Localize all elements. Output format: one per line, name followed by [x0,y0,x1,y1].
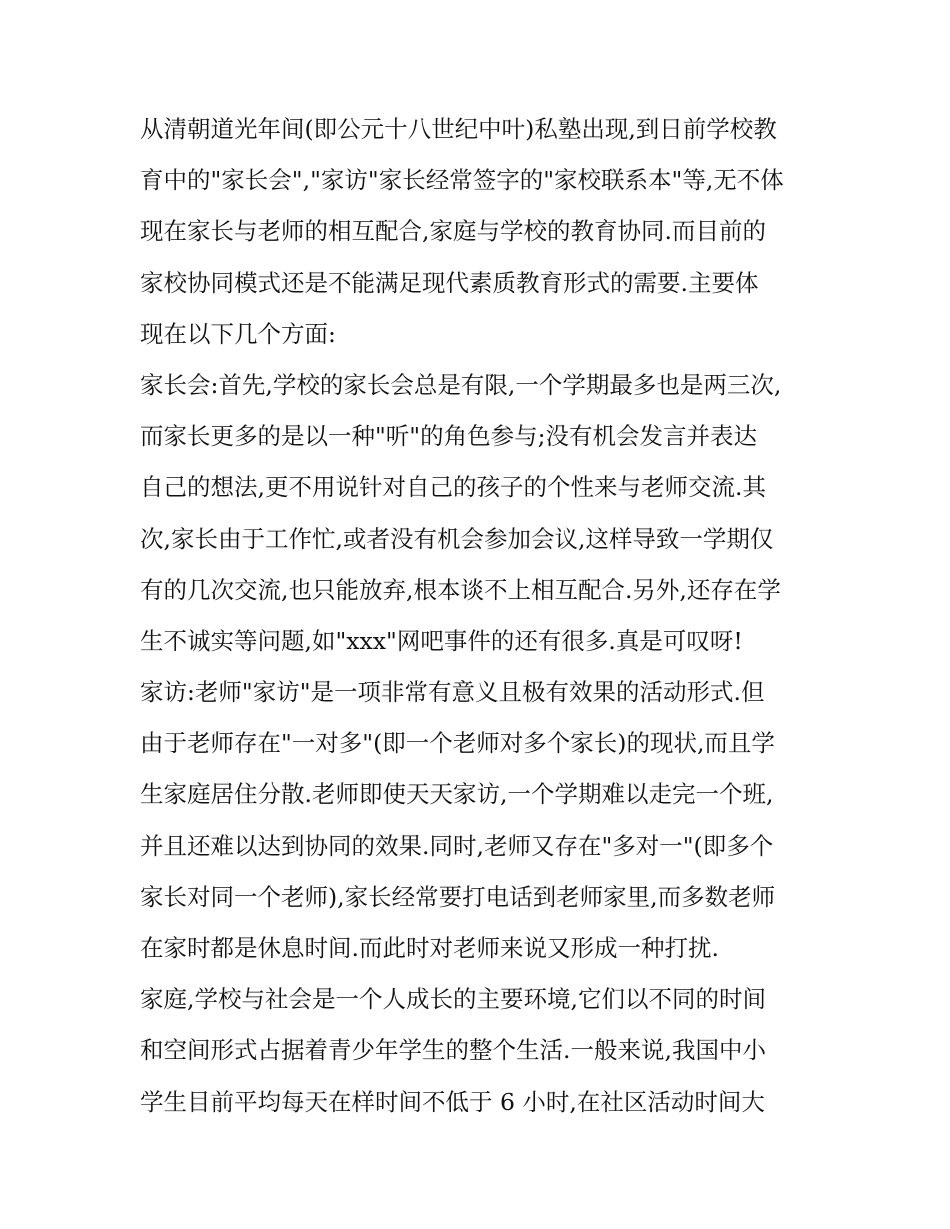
text-line-1: 从清朝道光年间(即公元十八世纪中叶)私塾出现,到日前学校教 [140,115,777,143]
text-line-20: 学生目前平均每天在样时间不低于 6 小时,在社区活动时间大 [140,1087,765,1116]
text-line-9: 次,家长由于工作忙,或者没有机会参加会议,这样导致一学期仅 [140,524,774,553]
text-line-3: 现在家长与老师的相互配合,家庭与学校的教育协同.而目前的 [140,217,766,246]
text-line-11: 生不诚实等问题,如"xxx"网吧事件的还有很多.真是可叹呀! [140,626,743,655]
text-line-16: 家长对同一个老师),家长经常要打电话到老师家里,而多数老师 [140,882,776,911]
text-line-7: 而家长更多的是以一种"听"的角色参与;没有机会发言并表达 [140,422,758,451]
text-line-5: 现在以下几个方面: [140,319,336,348]
text-line-4: 家校协同模式还是不能满足现代素质教育形式的需要.主要体 [140,268,759,297]
text-line-12: 家访:老师"家访"是一项非常有意义且极有效果的活动形式.但 [140,678,765,707]
text-line-13: 由于老师存在"一对多"(即一个老师对多个家长)的现状,而且学 [140,729,775,758]
document-body [140,104,820,1128]
text-line-2: 育中的"家长会","家访"家长经常签字的"家校联系本"等,无不体 [140,166,784,195]
text-line-18: 家庭,学校与社会是一个人成长的主要环境,它们以不同的时间 [140,985,766,1014]
text-line-14: 生家庭居住分散.老师即使天天家访,一个学期难以走完一个班, [140,780,774,809]
text-line-10: 有的几次交流,也只能放弃,根本谈不上相互配合.另外,还存在学 [140,575,781,604]
text-line-19: 和空间形式占据着青少年学生的整个生活.一般来说,我国中小 [140,1036,766,1065]
text-line-8: 自己的想法,更不用说针对自己的孩子的个性来与老师交流.其 [140,473,766,502]
text-line-15: 并且还难以达到协同的效果.同时,老师又存在"多对一"(即多个 [140,831,774,860]
text-line-17: 在家时都是休息时间.而此时对老师来说又形成一种打扰. [140,934,719,962]
text-line-6: 家长会:首先,学校的家长会总是有限,一个学期最多也是两三次, [140,370,782,399]
